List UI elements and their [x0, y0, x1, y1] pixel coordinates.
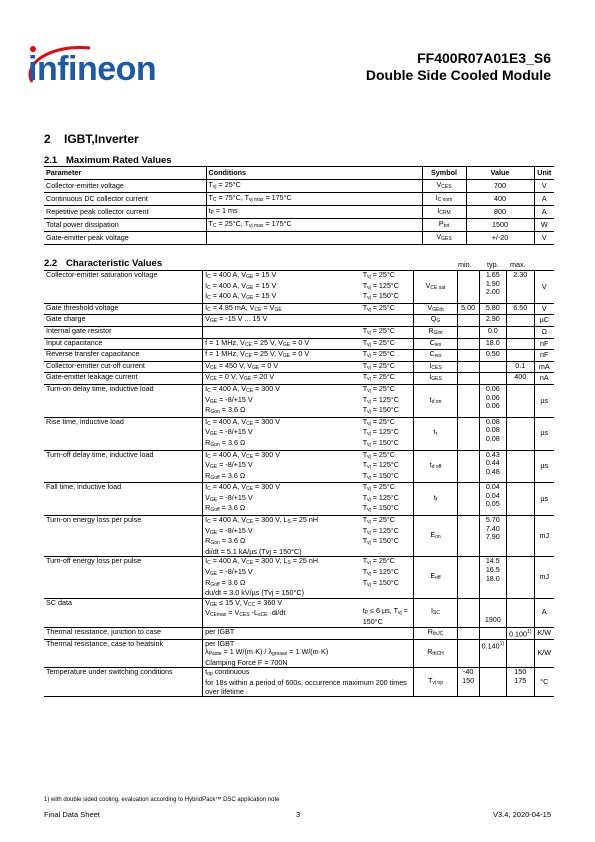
- logo-text: infineon: [28, 50, 157, 88]
- col-min-label: min.: [458, 260, 472, 269]
- max-ratings-heading: 2.1 Maximum Rated Values: [44, 155, 172, 166]
- table-row: Turn-on energy loss per pulse $I_C = 400$ A, $V_{CE} = 300$ V, $L_S = 25$ nH $V_{GE} = -8/+15$ V $R_{Gon} = 3.6$ Ω di/dt = 5.1 kA/µs (Tvj = 150°C) $T_{vj} = 25^\circ C$ $T_{vj} = 125^\circ C$ $T_{vj} = 150^\circ C$ $E_{on}$ 5.70 7.40 7.90 mJ: [44, 516, 554, 557]
- char-values-heading: 2.2 Characteristic Values: [44, 258, 163, 269]
- table-row: Continuous DC collector current $T_C = 75^\circ C$, $T_{vj max} = 175^\circ C$ $I_{C nom}$ 400 A: [44, 193, 554, 206]
- table-row: Gate-emitter peak voltage $V_{GES}$ +/-20 V: [44, 232, 554, 245]
- col-max-label: max.: [510, 260, 526, 269]
- table-row: Temperature under switching conditions $t_{op}$ continuous for 18s within a period of 600s, occurrence maximum 200 times over lifetime $T_{vj op}$ -40 150 150 175 °C: [44, 668, 554, 697]
- table-row: Turn-on delay time, inductive load $I_C = 400$ A, $V_{CE} = 300$ V $V_{GE} = -8/+15$ V $R_{Gon} = 3.6$ Ω $T_{vj} = 25^\circ C$ $T_{vj} = 125^\circ C$ $T_{vj} = 150^\circ C$ $t_{d on}$ 0.06 0.06 0.06 µs: [44, 384, 554, 417]
- table-row: Collector-emitter saturation voltage $I_C = 400$ A, $V_{GE} = 15$ V $I_C = 400$ A, $V_{GE} = 15$ V $I_C = 400$ A, $V_{GE} = 15$ V $T_{vj} = 25^\circ C$ $T_{vj} = 125^\circ C$ $T_{vj} = 150^\circ C$ $V_{CE sat}$ 1.65 1.90 2.00 2.30 V: [44, 271, 554, 304]
- table-row: Input capacitance f = 1 MHz, $V_{CE} = 25$ V, $V_{GE} = 0$ V $T_{vj} = 25^\circ C$ $C_{ies}$ 18.0 nF: [44, 338, 554, 350]
- footer-version-date: V3.4, 2020-04-15: [493, 810, 551, 819]
- characteristic-values-table: [44, 270, 554, 697]
- table-row: SC data $V_{GE} \le 15$ V, $V_{CC} = 360$ V $V_{CEmax} = V_{CES}$ $-L_{sCE} \cdot di/dt$ $t_P \le 6$ µs, $T_{vj} = 150^\circ C$ $I_{SC}$ 1900 A: [44, 598, 554, 627]
- table-row: Fall time, inductive load $I_C = 400$ A, $V_{CE} = 300$ V $V_{GE} = -8/+15$ V $R_{Goff} = 3.6$ Ω $T_{vj} = 25^\circ C$ $T_{vj} = 125^\circ C$ $T_{vj} = 150^\circ C$ $t_f$ 0.04 0.04 0.05 µs: [44, 483, 554, 516]
- table-row: Turn-off energy loss per pulse $I_C = 400$ A, $V_{CE} = 300$ V, $L_S = 25$ nH $V_{GE} = -8/+15$ V $R_{Goff} = 3.6$ Ω du/dt = 3.0 kV/µs (Tvj = 150°C) $T_{vj} = 25^\circ C$ $T_{vj} = 125^\circ C$ $T_{vj} = 150^\circ C$ $E_{off}$ 14.5 16.5 18.0 mJ: [44, 557, 554, 598]
- table-row: Gate threshold voltage $I_C = 4.85$ mA, $V_{CE} = V_{GE}$ $T_{vj} = 25^\circ C$ $V_{GEth}$ 5.00 5.80 6.50 V: [44, 303, 554, 315]
- document-subtitle: Double Side Cooled Module: [365, 67, 551, 83]
- table-row: Collector-emitter voltage $T_{vj} = 25^\circ C$ $V_{CES}$ 700 V: [44, 180, 554, 193]
- table-row: Total power dissipation $T_C = 25^\circ C$, $T_{vj max} = 175^\circ C$ $P_{tot}$ 1500 W: [44, 219, 554, 232]
- table-row: Reverse transfer capacitance f = 1 MHz, $V_{CE} = 25$ V, $V_{GE} = 0$ V $T_{vj} = 25^\circ C$ $C_{res}$ 0.50 nF: [44, 350, 554, 362]
- footnote: 1) with double sided cooling, evaluation according to HybridPack™ DSC application note: [44, 797, 280, 803]
- infineon-logo: [20, 42, 165, 102]
- footer-page-number: 3: [296, 810, 301, 819]
- footer-doc-status: Final Data Sheet: [44, 810, 100, 819]
- table-row: Thermal resistance, case to heatsink per IGBT $\lambda_{Paste} = 1$ $W/(m\cdot K) / \lambda_{grease} = 1$ W/(m·K) Clamping Force F = 700N $R_{thCH}$ 0.140$^{1)}$ K/W: [44, 639, 554, 668]
- table-row: Gate-emitter leakage current $V_{CE} = 0$ V, $V_{GE} = 20$ V $T_{vj} = 25^\circ C$ $I_{GES}$ 400 nA: [44, 373, 554, 385]
- part-number: FF400R07A01E3_S6: [417, 50, 551, 66]
- table-row: Turn-off delay time, inductive load $I_C = 400$ A, $V_{CE} = 300$ V $V_{GE} = -8/+15$ V $R_{Goff} = 3.6$ Ω $T_{vj} = 25^\circ C$ $T_{vj} = 125^\circ C$ $T_{vj} = 150^\circ C$ $t_{d off}$ 0.43 0.44 0.48 µs: [44, 450, 554, 483]
- section-heading: 2 IGBT,Inverter: [44, 132, 139, 146]
- table-header-row: Parameter Conditions Symbol Value Unit: [44, 167, 554, 180]
- max-ratings-table: [44, 166, 554, 245]
- table-row: Gate charge $V_{GE} = -15$ V ... 15 V $Q_G$ 2.90 µC: [44, 315, 554, 327]
- table-row: Collector-emitter cut-off current $V_{CE} = 450$ V, $V_{GE} = 0$ V $T_{vj} = 25^\circ C$ $I_{CES}$ 0.1 mA: [44, 361, 554, 373]
- col-typ-label: typ.: [487, 260, 499, 269]
- table-row: Rise time, inductive load $I_C = 400$ A, $V_{CE} = 300$ V $V_{GE} = -8/+15$ V $R_{Gon} = 3.6$ Ω $T_{vj} = 25^\circ C$ $T_{vj} = 125^\circ C$ $T_{vj} = 150^\circ C$ $t_r$ 0.08 0.08 0.08 µs: [44, 417, 554, 450]
- table-row: Internal gate resistor $T_{vj} = 25^\circ C$ $R_{Gint}$ 0.0 Ω: [44, 326, 554, 338]
- table-row: Thermal resistance, junction to case per IGBT $R_{thJC}$ 0.100$^{1)}$ K/W: [44, 627, 554, 639]
- table-row: Repetitive peak collector current $t_P = 1$ ms $I_{CRM}$ 800 A: [44, 206, 554, 219]
